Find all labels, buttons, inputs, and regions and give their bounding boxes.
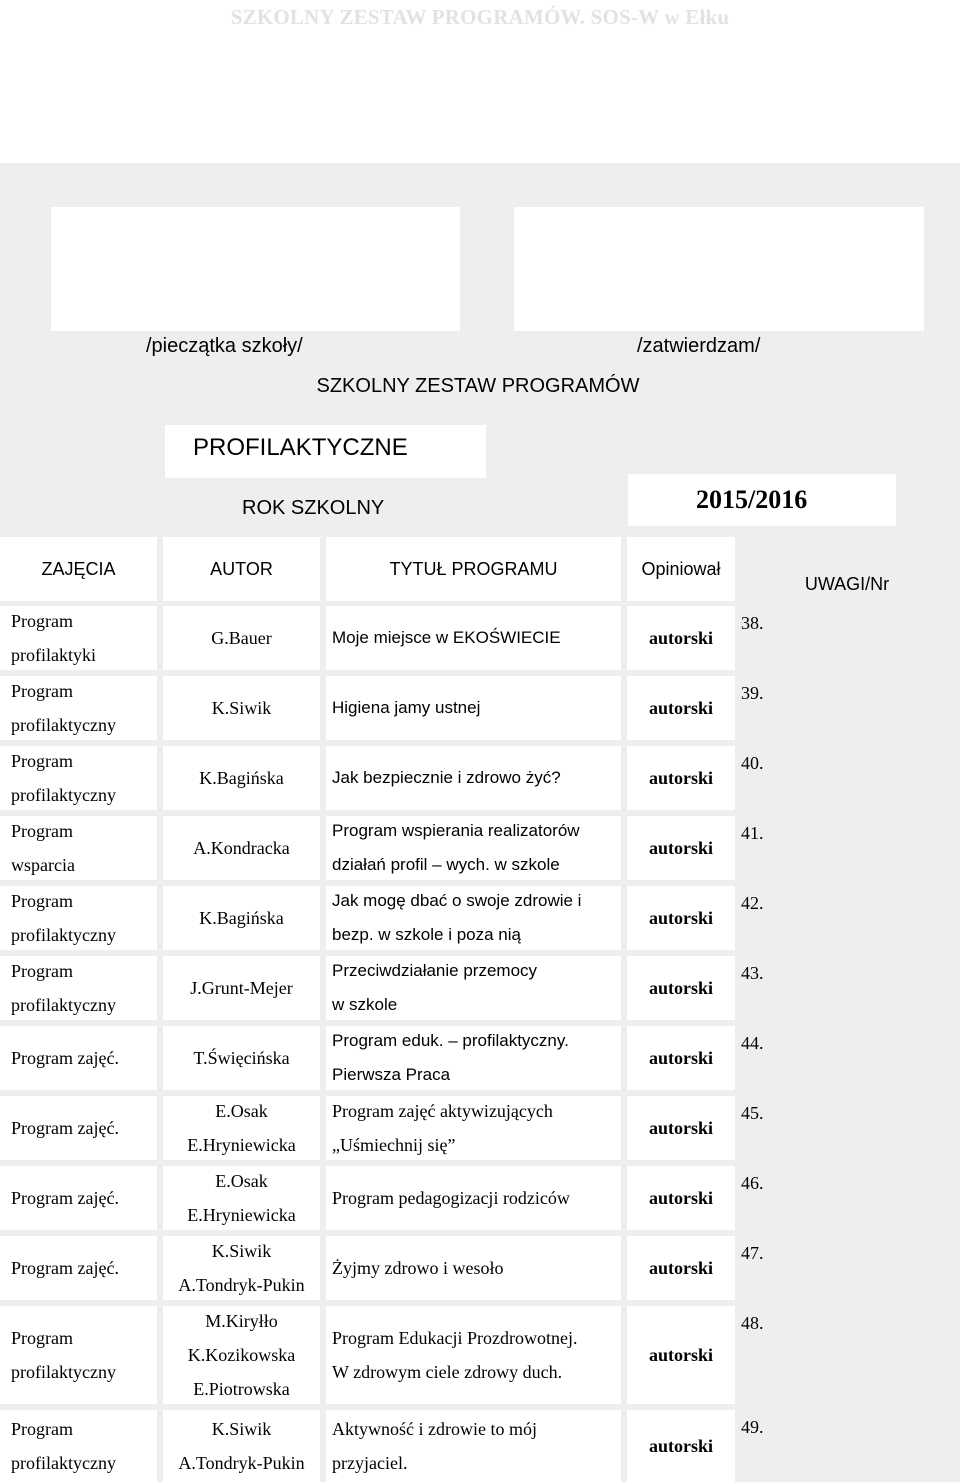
number-cell-line: 45.: [741, 1103, 764, 1123]
opiniowal-cell: [627, 1410, 735, 1482]
autor-cell: [163, 1026, 320, 1090]
zajecia-cell-line: profilaktyczny: [11, 995, 116, 1015]
table-row: [0, 1306, 960, 1404]
number-cell-line: 41.: [741, 823, 764, 843]
zajecia-cell-line: wsparcia: [11, 855, 75, 875]
tytul-cell: [326, 606, 621, 670]
autor-cell-line: M.Kiryłło: [205, 1311, 278, 1331]
table-row: [0, 956, 960, 1020]
autor-cell: [163, 1306, 320, 1404]
autor-cell-line: A.Kondracka: [193, 838, 290, 858]
tytul-cell-line: Program eduk. – profilaktyczny.: [332, 1031, 569, 1050]
number-cell-line: 48.: [741, 1313, 764, 1333]
table-row: [0, 1026, 960, 1090]
tytul-cell-line: Przeciwdziałanie przemocy: [332, 961, 538, 980]
autor-cell: [163, 606, 320, 670]
stamp-caption: /pieczątka szkoły/: [146, 335, 303, 357]
autor-cell: [163, 1096, 320, 1160]
number-cell-line: 43.: [741, 963, 764, 983]
number-cell: [741, 606, 796, 670]
opiniowal-cell: [627, 886, 735, 950]
zajecia-cell: [0, 1410, 157, 1482]
tytul-cell: [326, 816, 621, 880]
tytul-cell-line: Program Edukacji Prozdrowotnej.: [332, 1328, 578, 1348]
opiniowal-cell-line: autorski: [648, 1188, 713, 1208]
opiniowal-cell-line: autorski: [648, 1118, 713, 1138]
autor-cell-line: K.Siwik: [211, 698, 272, 718]
zajecia-cell: [0, 1026, 157, 1090]
zajecia-cell: [0, 746, 157, 810]
watermark-header: SZKOLNY ZESTAW PROGRAMÓW. SOS-W w Ełku: [230, 5, 730, 29]
tytul-cell: [326, 1096, 621, 1160]
number-cell: [741, 1410, 796, 1482]
zajecia-cell-line: Program: [11, 961, 73, 981]
autor-cell: [163, 956, 320, 1020]
autor-cell-line: K.Kozikowska: [187, 1345, 296, 1365]
opiniowal-cell-line: autorski: [648, 1436, 713, 1456]
header-uwagi: UWAGI/Nr: [804, 574, 890, 594]
zajecia-cell: [0, 676, 157, 740]
opiniowal-cell: [627, 676, 735, 740]
tytul-cell-line: w szkole: [332, 995, 398, 1014]
tytul-cell-line: Jak mogę dbać o swoje zdrowie i: [332, 891, 582, 910]
zajecia-cell-line: Program zajęć.: [11, 1048, 119, 1068]
zajecia-cell-line: Program: [11, 611, 73, 631]
zajecia-cell-line: profilaktyczny: [11, 785, 116, 805]
tytul-cell-line: Pierwsza Praca: [332, 1065, 451, 1084]
tytul-cell: [326, 1166, 621, 1230]
header-opiniowal: Opiniował: [627, 537, 735, 601]
table-row: [0, 676, 960, 740]
table-row: [0, 1166, 960, 1230]
zajecia-cell: [0, 886, 157, 950]
number-cell-line: 42.: [741, 893, 764, 913]
zajecia-cell: [0, 1166, 157, 1230]
header-autor: AUTOR: [163, 537, 320, 601]
tytul-cell: [326, 956, 621, 1020]
number-cell: [741, 676, 796, 740]
zajecia-cell-line: Program zajęć.: [11, 1258, 119, 1278]
zajecia-cell-line: Program: [11, 821, 73, 841]
zajecia-cell-line: profilaktyczny: [11, 1362, 116, 1382]
autor-cell-line: E.Hryniewicka: [187, 1135, 296, 1155]
tytul-cell-line: bezp. w szkole i poza nią: [332, 925, 521, 944]
zajecia-cell-line: Program: [11, 751, 73, 771]
zajecia-cell: [0, 1306, 157, 1404]
autor-cell-line: T.Święcińska: [193, 1048, 290, 1068]
zajecia-cell-line: profilaktyki: [11, 645, 96, 665]
tytul-cell-line: Higiena jamy ustnej: [332, 698, 481, 717]
autor-cell: [163, 1236, 320, 1300]
opiniowal-cell-line: autorski: [648, 1258, 713, 1278]
approve-caption: /zatwierdzam/: [637, 335, 761, 357]
autor-cell-line: J.Grunt-Mejer: [190, 978, 293, 998]
zajecia-cell: [0, 956, 157, 1020]
autor-cell-line: E.Osak: [215, 1171, 268, 1191]
zajecia-cell-line: Program zajęć.: [11, 1118, 119, 1138]
tytul-cell-line: „Uśmiechnij się”: [332, 1135, 456, 1155]
school-year-value: 2015/2016: [696, 485, 808, 514]
approval-box: [514, 207, 924, 331]
autor-cell-line: G.Bauer: [211, 628, 272, 648]
tytul-cell-line: Program wspierania realizatorów: [332, 821, 580, 840]
tytul-cell-line: Program pedagogizacji rodziców: [332, 1188, 570, 1208]
number-cell-line: 49.: [741, 1417, 764, 1437]
number-cell: [741, 816, 796, 880]
zajecia-cell: [0, 606, 157, 670]
zajecia-cell: [0, 1236, 157, 1300]
tytul-cell: [326, 676, 621, 740]
tytul-cell-line: Moje miejsce w EKOŚWIECIE: [332, 628, 561, 647]
table-row: [0, 886, 960, 950]
tytul-cell: [326, 746, 621, 810]
school-year-label: ROK SZKOLNY: [242, 497, 385, 519]
table-row: [0, 1236, 960, 1300]
autor-cell: [163, 1166, 320, 1230]
zajecia-cell-line: profilaktyczny: [11, 715, 116, 735]
tytul-cell-line: Żyjmy zdrowo i wesoło: [332, 1258, 504, 1278]
opiniowal-cell-line: autorski: [648, 768, 713, 788]
zajecia-cell-line: Program: [11, 681, 73, 701]
autor-cell: [163, 676, 320, 740]
zajecia-cell-line: Program zajęć.: [11, 1188, 119, 1208]
opiniowal-cell: [627, 1306, 735, 1404]
tytul-cell: [326, 1026, 621, 1090]
opiniowal-cell: [627, 1096, 735, 1160]
tytul-cell-line: W zdrowym ciele zdrowy duch.: [332, 1362, 563, 1382]
autor-cell: [163, 1410, 320, 1482]
zajecia-cell: [0, 1096, 157, 1160]
autor-cell-line: A.Tondryk-Pukin: [178, 1453, 305, 1473]
number-cell: [741, 1026, 796, 1090]
autor-cell-line: K.Bagińska: [199, 908, 284, 928]
tytul-cell-line: działań profil – wych. w szkole: [332, 855, 560, 874]
number-cell: [741, 1096, 796, 1160]
number-cell-line: 40.: [741, 753, 764, 773]
table-row: [0, 1096, 960, 1160]
document-title: SZKOLNY ZESTAW PROGRAMÓW: [316, 375, 640, 397]
number-cell: [741, 1166, 796, 1230]
opiniowal-cell: [627, 746, 735, 810]
number-cell-line: 39.: [741, 683, 764, 703]
autor-cell: [163, 816, 320, 880]
autor-cell-line: E.Hryniewicka: [187, 1205, 296, 1225]
autor-cell-line: E.Piotrowska: [193, 1379, 290, 1399]
header-zajecia: ZAJĘCIA: [0, 537, 157, 601]
number-cell-line: 47.: [741, 1243, 764, 1263]
tytul-cell-line: Aktywność i zdrowie to mój: [332, 1419, 537, 1439]
opiniowal-cell-line: autorski: [648, 1345, 713, 1365]
tytul-cell-line: Jak bezpiecznie i zdrowo żyć?: [332, 768, 561, 787]
opiniowal-cell-line: autorski: [648, 978, 713, 998]
table-row: [0, 606, 960, 670]
number-cell-line: 38.: [741, 613, 764, 633]
tytul-cell-line: przyjaciel.: [332, 1453, 408, 1473]
category-title: PROFILAKTYCZNE: [193, 434, 408, 461]
autor-cell-line: K.Siwik: [211, 1419, 272, 1439]
number-cell: [741, 746, 796, 810]
number-cell: [741, 1236, 796, 1300]
opiniowal-cell: [627, 1026, 735, 1090]
zajecia-cell-line: profilaktyczny: [11, 925, 116, 945]
zajecia-cell-line: Program: [11, 891, 73, 911]
tytul-cell: [326, 1236, 621, 1300]
number-cell: [741, 1306, 796, 1404]
opiniowal-cell-line: autorski: [648, 628, 713, 648]
autor-cell-line: E.Osak: [215, 1101, 268, 1121]
school-stamp-box: [51, 207, 460, 331]
autor-cell-line: K.Bagińska: [199, 768, 284, 788]
tytul-cell: [326, 1306, 621, 1404]
table-row: [0, 1410, 960, 1482]
autor-cell: [163, 886, 320, 950]
number-cell: [741, 956, 796, 1020]
table-row: [0, 816, 960, 880]
opiniowal-cell-line: autorski: [648, 1048, 713, 1068]
header-tytul: TYTUŁ PROGRAMU: [326, 537, 621, 601]
opiniowal-cell-line: autorski: [648, 838, 713, 858]
number-cell: [741, 886, 796, 950]
opiniowal-cell-line: autorski: [648, 698, 713, 718]
opiniowal-cell-line: autorski: [648, 908, 713, 928]
opiniowal-cell: [627, 816, 735, 880]
tytul-cell: [326, 1410, 621, 1482]
autor-cell: [163, 746, 320, 810]
opiniowal-cell: [627, 1236, 735, 1300]
tytul-cell-line: Program zajęć aktywizujących: [332, 1101, 553, 1121]
opiniowal-cell: [627, 606, 735, 670]
zajecia-cell-line: profilaktyczny: [11, 1453, 116, 1473]
tytul-cell: [326, 886, 621, 950]
number-cell-line: 46.: [741, 1173, 764, 1193]
zajecia-cell-line: Program: [11, 1328, 73, 1348]
opiniowal-cell: [627, 956, 735, 1020]
opiniowal-cell: [627, 1166, 735, 1230]
autor-cell-line: A.Tondryk-Pukin: [178, 1275, 305, 1295]
zajecia-cell-line: Program: [11, 1419, 73, 1439]
number-cell-line: 44.: [741, 1033, 764, 1053]
autor-cell-line: K.Siwik: [211, 1241, 272, 1261]
table-row: [0, 746, 960, 810]
zajecia-cell: [0, 816, 157, 880]
